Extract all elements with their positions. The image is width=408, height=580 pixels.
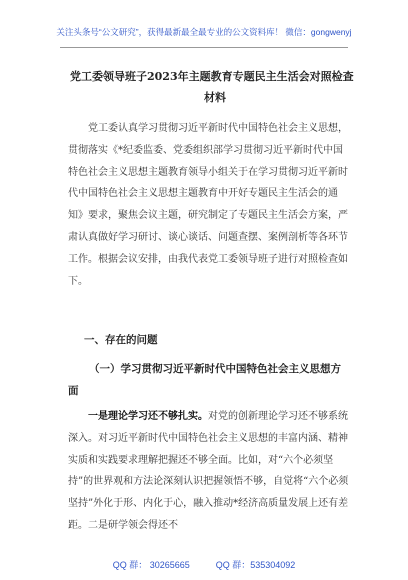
paragraph-body: 对党的创新理论学习还不够系统深入。对习近平新时代中国特色社会主义思想的丰富内涵、精神实质和实践要求理解把握还不够全面。比如，对“六个必须坚持”的世界观和方法论深刻认识把握领悟不够，自觉将“六个必须坚持”外化于形、内化于心，融入推动*经济高质量发展上还有差距。二是研学领会得还不 [68,411,349,531]
subsection-heading-study: （一）学习贯彻习近平新时代中国特色社会主义思想方面 [68,363,341,397]
section-heading-problems: 一、存在的问题 [84,334,158,346]
footer-qq-group-2: QQ 群：535304092 [215,560,296,570]
title-line-2: 材料 [204,91,226,104]
header-divider [60,47,348,48]
paragraph-lead: 一是理论学习还不够扎实。 [88,411,208,422]
title-line-1: 党工委领导班子2023年主题教育专题民主生活会对照检查 [70,70,354,83]
document-title [70,66,360,108]
body-paragraph-theory [68,406,350,537]
footer-qq-group-1: QQ 群： 30265665 [112,560,190,570]
header-notice: 关注头条号“公文研究”，获得最新最全最专业的公文资料库！ 微信：gongwenyj [56,27,352,37]
footer-contacts [0,558,408,571]
intro-paragraph: 党工委认真学习贯彻习近平新时代中国特色社会主义思想，贯彻落实《*纪委监委、党委组织部学习贯彻习近平新时代中国特色社会主义思想主题教育领导小组关于在学习贯彻习近平新时代中国特色社会主义思想主题教育中开好专题民主生活会的通知》要求，聚焦会议主题，研究制定了专题民主生活会方案，严肃认真做好学习研讨、谈心谈话、问题查摆、案例剖析等各环节工作。根据会议安排，由我代表党工委领导班子进行对照检查如下。 [68,123,348,287]
